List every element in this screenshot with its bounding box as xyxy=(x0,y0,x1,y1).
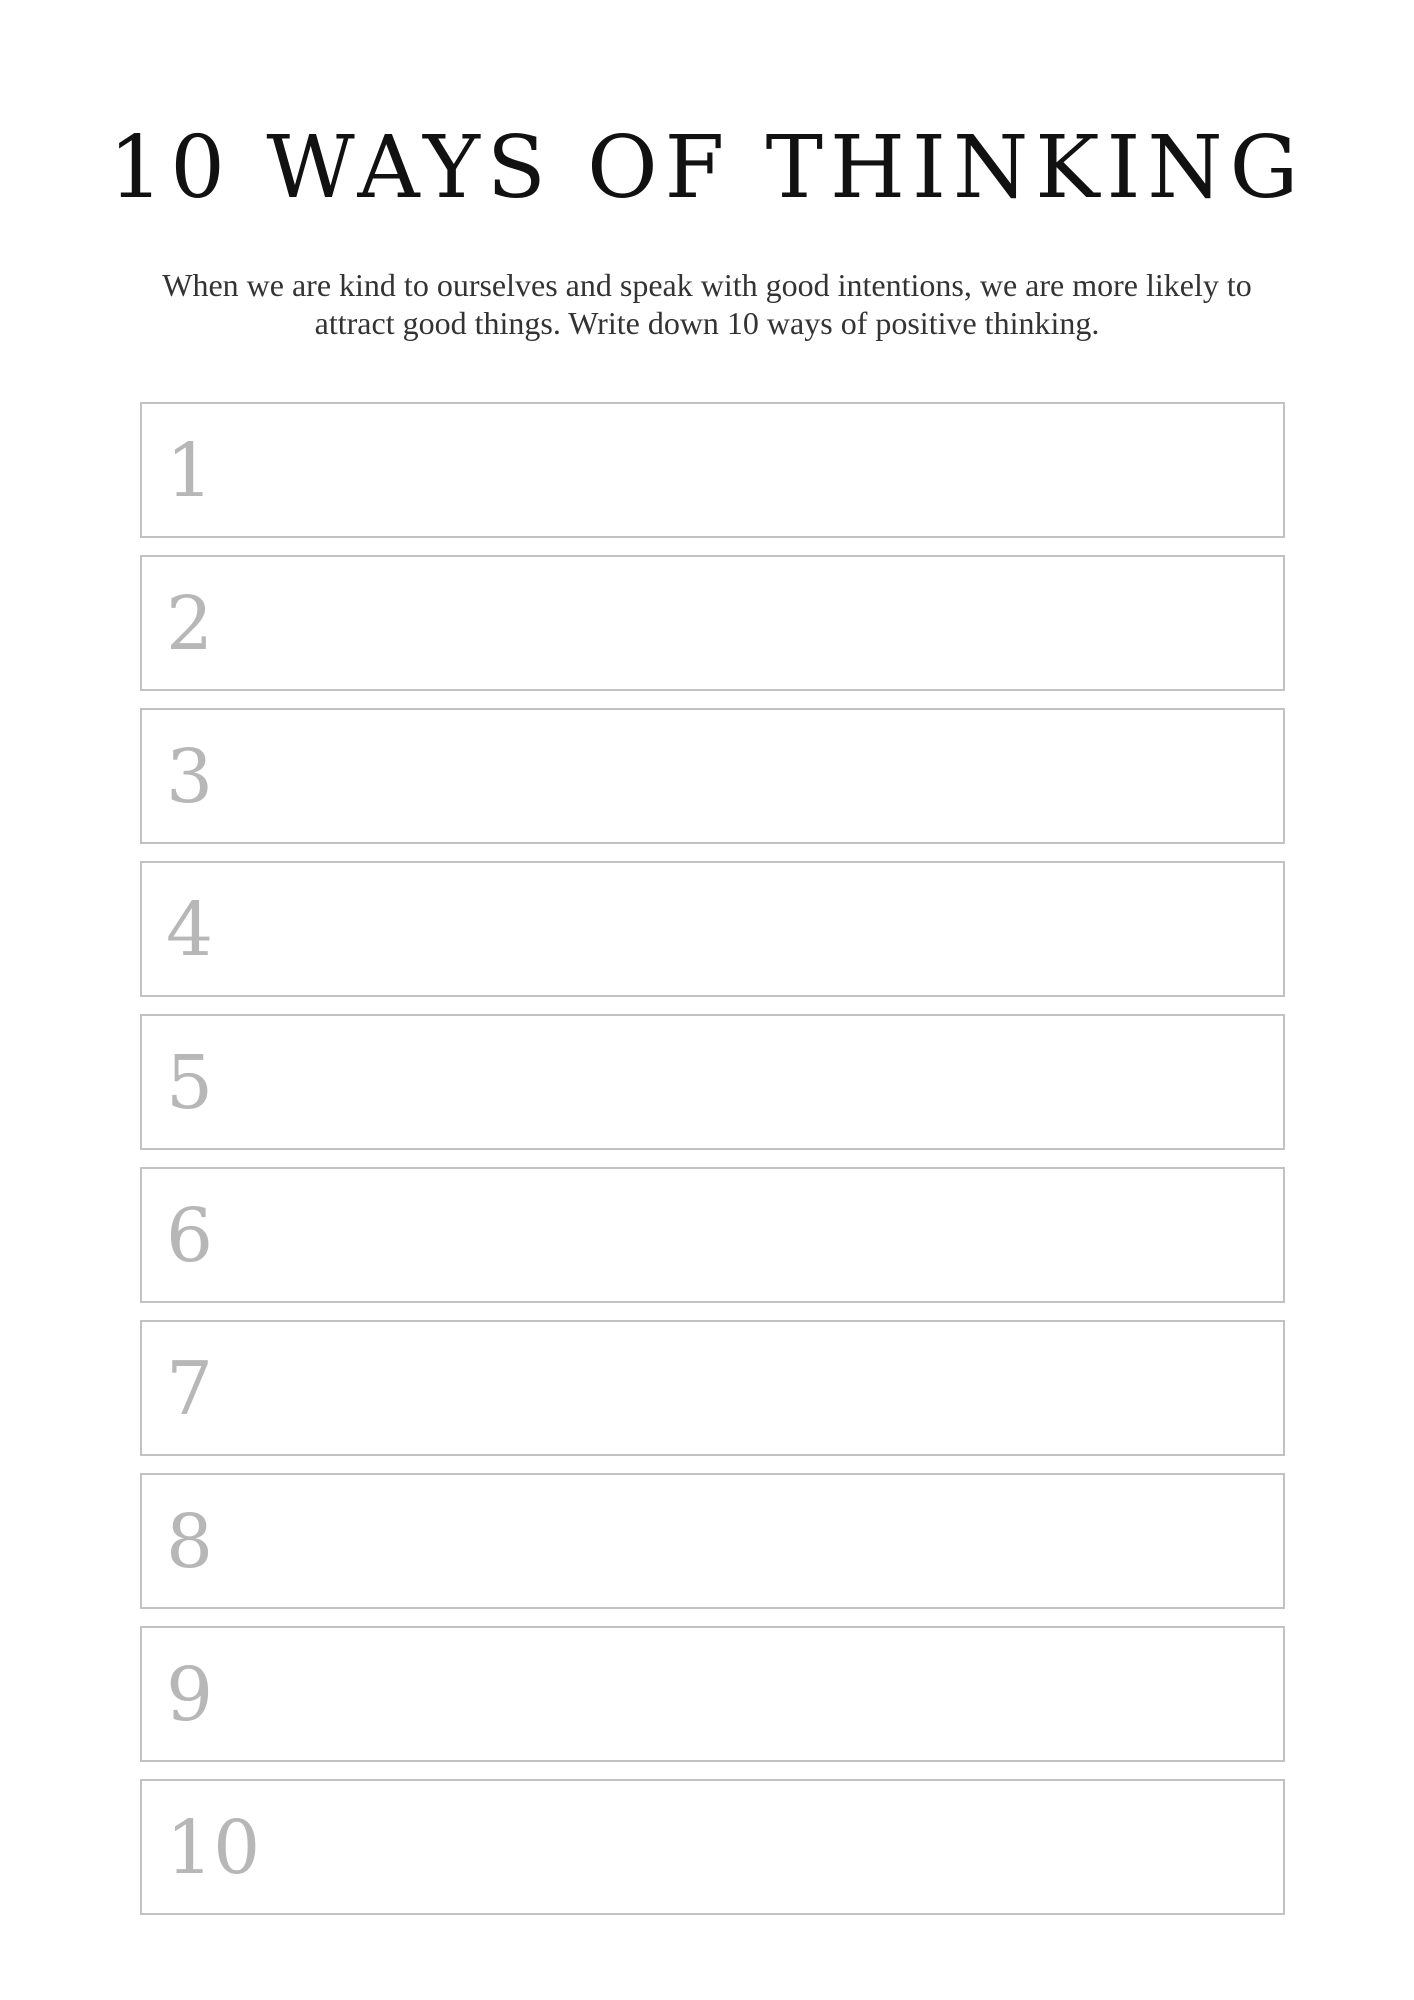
entry-box-9[interactable] xyxy=(140,1626,1285,1762)
entry-box-2[interactable] xyxy=(140,555,1285,691)
entry-number: 1 xyxy=(166,428,214,514)
entry-box-1[interactable] xyxy=(140,402,1285,538)
entry-box-8[interactable] xyxy=(140,1473,1285,1609)
entry-number: 10 xyxy=(166,1805,261,1891)
entry-number: 7 xyxy=(166,1346,214,1432)
entry-box-4[interactable] xyxy=(140,861,1285,997)
entry-number: 4 xyxy=(166,887,214,973)
entry-list xyxy=(140,402,1285,1932)
entry-box-7[interactable] xyxy=(140,1320,1285,1456)
entry-number: 3 xyxy=(166,734,214,820)
entry-box-3[interactable] xyxy=(140,708,1285,844)
entry-number: 5 xyxy=(166,1040,214,1126)
intro-text: When we are kind to ourselves and speak with good intentions, we are more likely to attract good things. Write down 10 ways of positive thinking. xyxy=(162,267,1252,341)
entry-number: 9 xyxy=(166,1652,214,1738)
page-title: 10 WAYS OF THINKING xyxy=(108,118,1306,218)
entry-number: 6 xyxy=(166,1193,214,1279)
entry-number: 8 xyxy=(166,1499,214,1585)
entry-box-10[interactable] xyxy=(140,1779,1285,1915)
entry-box-5[interactable] xyxy=(140,1014,1285,1150)
entry-number: 2 xyxy=(166,581,214,667)
entry-box-6[interactable] xyxy=(140,1167,1285,1303)
